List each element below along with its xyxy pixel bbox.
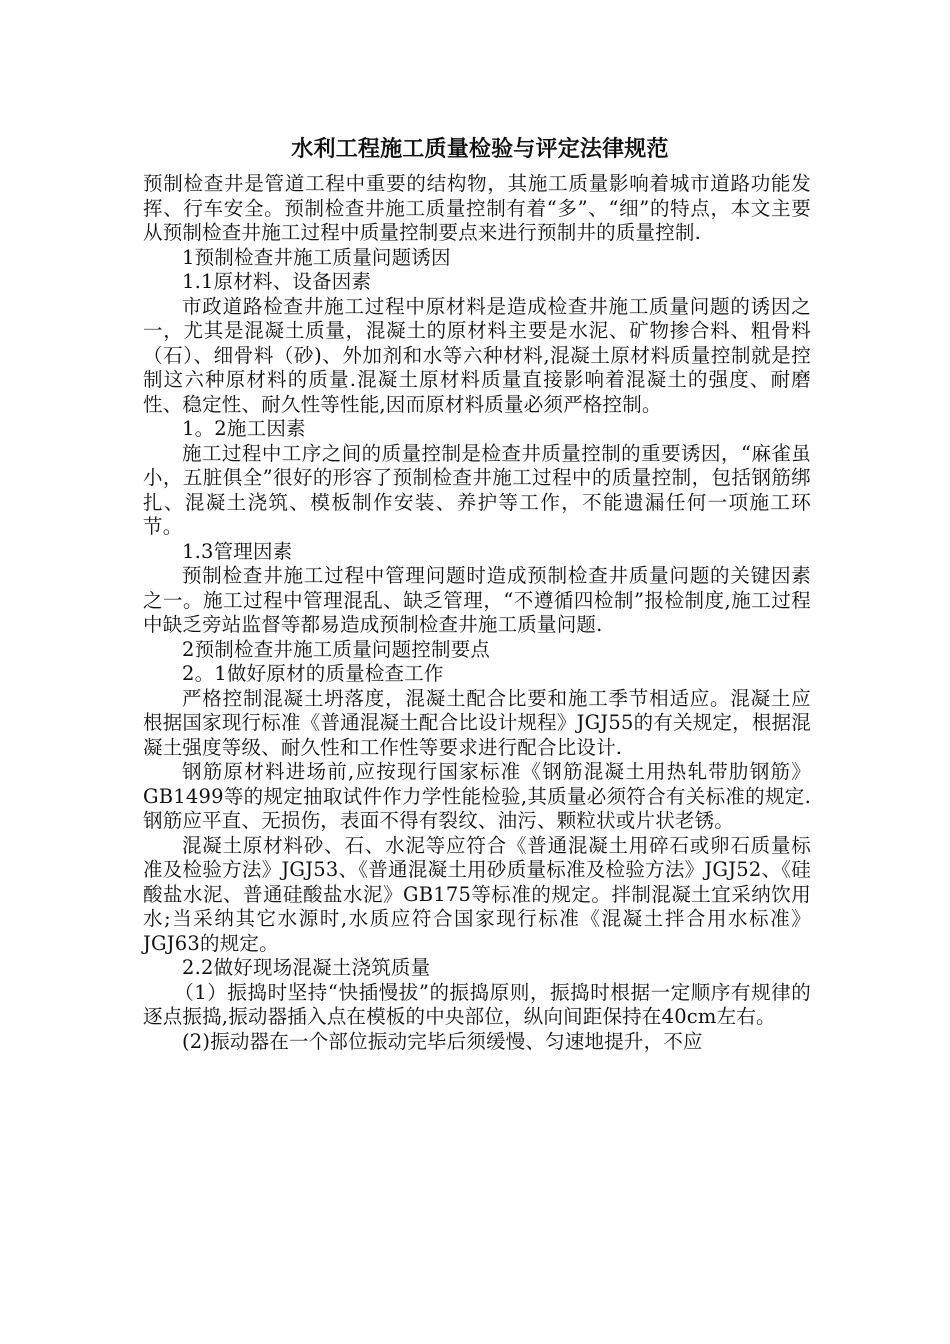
subsection-heading: 2。1做好原材的质量检查工作 bbox=[182, 662, 444, 685]
paragraph: （1）振捣时坚持“快插慢拔”的振捣原则，振捣时根据一定顺序有规律的逐点振捣,振动器插入点在模板的中央部位，纵向间距保持在40cm左右。 bbox=[143, 980, 811, 1028]
paragraph: (2)振动器在一个部位振动完毕后须缓慢、匀速地提升，不应 bbox=[182, 1029, 703, 1053]
paragraph: 混凝土原材料砂、石、水泥等应符合《普通混凝土用碎石或卵石质量标准及检验方法》JGJ53、《普通混凝土用砂质量标准及检验方法》JGJ52、《硅酸盐水泥、普通硅酸盐水泥》GB175等标准的规定。拌制混凝土宜采纳饮用水;当采纳其它水源时,水质应符合国家现行标准《混凝土拌合用水标准》JGJ63的规定。 bbox=[143, 833, 811, 955]
subsection-heading: 1.1原材料、设备因素 bbox=[182, 270, 372, 293]
paragraph: 市政道路检查井施工过程中原材料是造成检查井施工质量问题的诱因之一，尤其是混凝土质量，混凝土的原材料主要是水泥、矿物掺合料、粗骨料（石）、细骨料（砂)、外加剂和水等六种材料,混凝土原材料质量控制就是控制这六种原材料的质量.混凝土原材料质量直接影响着混凝土的强度、耐磨性、稳定性、耐久性等性能,因而原材料质量必须严格控制。 bbox=[143, 294, 811, 416]
document-body bbox=[143, 172, 811, 1054]
paragraph: 预制检查井施工过程中管理问题时造成预制检查井质量问题的关键因素之一。施工过程中管理混乱、缺乏管理，“不遵循四检制”报检制度,施工过程中缺乏旁站监督等都易造成预制检查井施工质量问题. bbox=[143, 564, 811, 636]
paragraph-intro: 预制检查井是管道工程中重要的结构物，其施工质量影响着城市道路功能发挥、行车安全。预制检查井施工质量控制有着“多”、“细”的特点，本文主要从预制检查井施工过程中质量控制要点来进行预制井的质量控制. bbox=[143, 172, 811, 244]
subsection-heading: 1。2施工因素 bbox=[182, 417, 306, 440]
subsection-heading: 2.2做好现场混凝土浇筑质量 bbox=[182, 956, 431, 979]
subsection-heading: 1.3管理因素 bbox=[182, 539, 293, 563]
document-title: 水利工程施工质量检验与评定法律规范 bbox=[291, 137, 669, 162]
paragraph: 钢筋原材料进场前,应按现行国家标准《钢筋混凝土用热轧带肋钢筋》GB1499等的规定抽取试件作力学性能检验,其质量必须符合有关标准的规定.钢筋应平直、无损伤，表面不得有裂纹、油污、颗粒状或片状老锈。 bbox=[143, 760, 811, 832]
section-heading: 2预制检查井施工质量问题控制要点 bbox=[182, 637, 491, 661]
paragraph: 严格控制混凝土坍落度，混凝土配合比要和施工季节相适应。混凝土应根据国家现行标准《普通混凝土配合比设计规程》JGJ55的有关规定，根据混凝土强度等级、耐久性和工作性等要求进行配合比设计. bbox=[143, 686, 811, 759]
paragraph: 施工过程中工序之间的质量控制是检查井质量控制的重要诱因，“麻雀虽小，五脏俱全”很好的形容了预制检查井施工过程中的质量控制，包括钢筋绑扎、混凝土浇筑、模板制作安装、养护等工作，不能遗漏任何一项施工环节。 bbox=[143, 441, 811, 538]
document-page bbox=[143, 132, 811, 1054]
section-heading: 1预制检查井施工质量问题诱因 bbox=[182, 245, 451, 269]
